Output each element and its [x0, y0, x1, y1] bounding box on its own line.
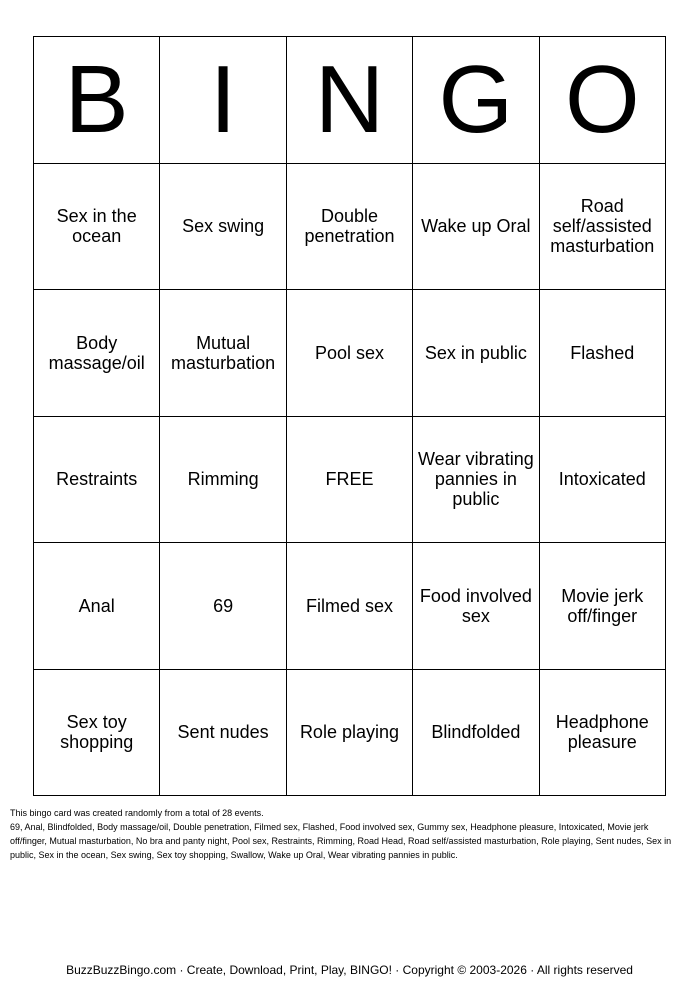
bingo-cell: Pool sex: [286, 290, 412, 417]
header-letter-i: I: [160, 37, 286, 164]
bingo-cell: Movie jerk off/finger: [539, 543, 665, 670]
bingo-row-3: [34, 416, 666, 543]
bingo-cell: Headphone pleasure: [539, 669, 665, 796]
bingo-row-2: [34, 290, 666, 417]
bingo-row-4: [34, 543, 666, 670]
bingo-cell: Filmed sex: [286, 543, 412, 670]
bingo-cell: Body massage/oil: [34, 290, 160, 417]
card-note-summary: This bingo card was created randomly from a total of 28 events.: [10, 808, 264, 818]
bingo-cell: Rimming: [160, 416, 286, 543]
bingo-cell: Sex swing: [160, 163, 286, 290]
header-letter-n: N: [286, 37, 412, 164]
header-letter-g: G: [413, 37, 539, 164]
header-letter-o: O: [539, 37, 665, 164]
bingo-cell: Food involved sex: [413, 543, 539, 670]
footer-copyright: BuzzBuzzBingo.com · Create, Download, Print, Play, BINGO! · Copyright © 2003-2026 · All rights reserved: [66, 963, 633, 977]
bingo-free-cell: FREE: [286, 416, 412, 543]
bingo-card: [33, 36, 666, 796]
bingo-cell: Sex toy shopping: [34, 669, 160, 796]
bingo-cell: Mutual masturbation: [160, 290, 286, 417]
bingo-cell: Double penetration: [286, 163, 412, 290]
bingo-cell: Intoxicated: [539, 416, 665, 543]
header-letter-b: B: [34, 37, 160, 164]
bingo-cell: 69: [160, 543, 286, 670]
bingo-header-row: [34, 37, 666, 164]
card-note: [10, 806, 685, 862]
bingo-cell: Blindfolded: [413, 669, 539, 796]
bingo-cell: Role playing: [286, 669, 412, 796]
bingo-cell: Anal: [34, 543, 160, 670]
bingo-row-1: [34, 163, 666, 290]
card-note-event-list: 69, Anal, Blindfolded, Body massage/oil, Double penetration, Filmed sex, Flashed, Food involved sex, Gummy sex, Headphone pleasure, Intoxicated, Movie jerk off/finger, Mutual masturbation, No bra and panty night, Pool sex, Restraints, Rimming, Road Head, Road self/assisted masturbation, Role playing, Sent nudes, Sex in public, Sex in the ocean, Sex swing, Sex toy shopping, Swallow, Wake up Oral, Wear vibrating pannies in public.: [10, 822, 672, 860]
bingo-cell: Sex in public: [413, 290, 539, 417]
bingo-cell: Road self/assisted masturbation: [539, 163, 665, 290]
bingo-cell: Flashed: [539, 290, 665, 417]
bingo-cell: Restraints: [34, 416, 160, 543]
bingo-cell: Wake up Oral: [413, 163, 539, 290]
bingo-row-5: [34, 669, 666, 796]
bingo-cell: Sex in the ocean: [34, 163, 160, 290]
bingo-cell: Sent nudes: [160, 669, 286, 796]
bingo-cell: Wear vibrating pannies in public: [413, 416, 539, 543]
